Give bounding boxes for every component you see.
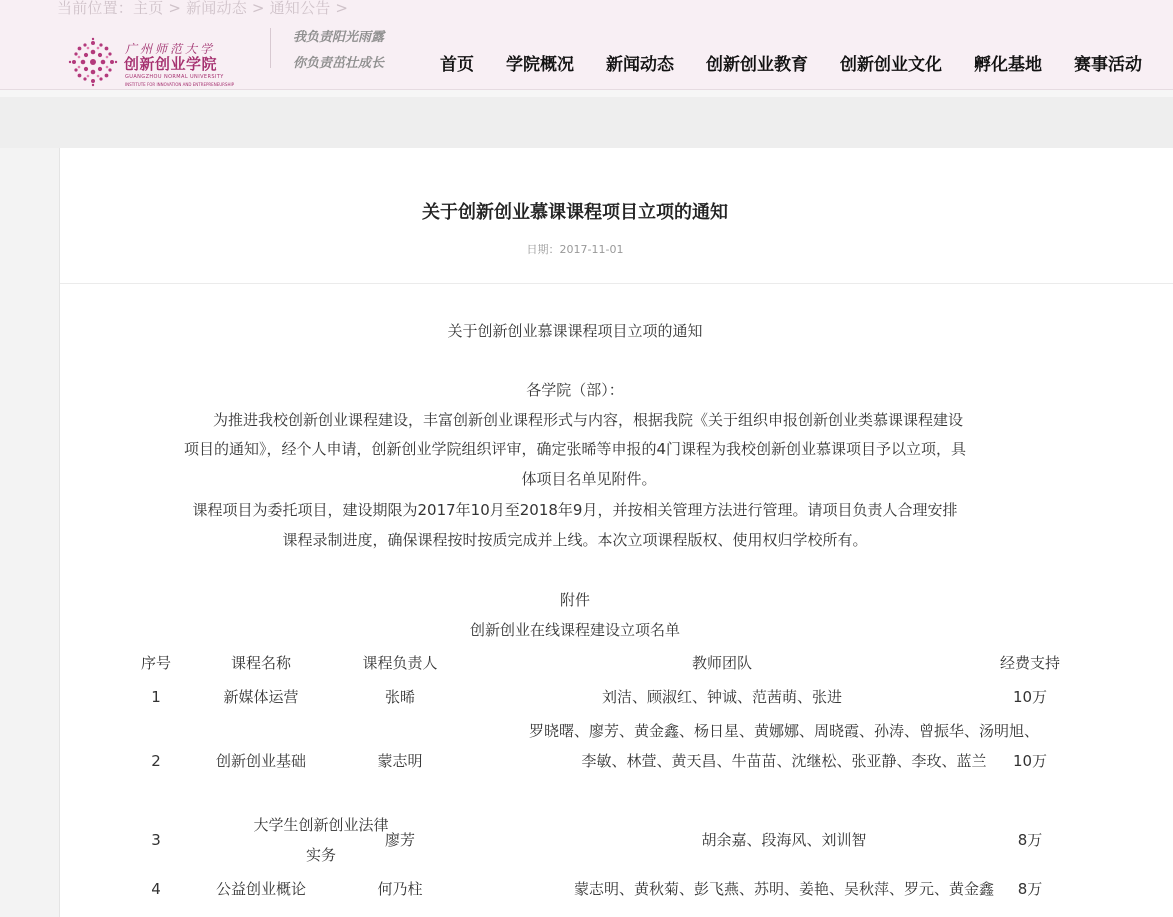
logo-english-name: GUANGZHOU NORMAL UNIVERSITY — [125, 74, 224, 80]
table-cell-team: 刘洁、顾淑红、钟诚、范茜萌、张进 — [601, 688, 842, 706]
nav-item-culture[interactable]: 创新创业文化 — [840, 55, 942, 75]
table-header-team: 教师团队 — [691, 654, 752, 672]
nav-item-competitions[interactable]: 赛事活动 — [1074, 55, 1142, 75]
table-header-fund: 经费支持 — [999, 654, 1060, 672]
body-paragraph-1-line-2: 项目的通知》，经个人申请，创新创业学院组织评审，确定张晞等申报的4门课程为我校创新创业慕课项目予以立项，具 — [183, 440, 967, 458]
table-cell-fund: 8万 — [1017, 831, 1043, 849]
header-shadow — [0, 90, 1173, 97]
table-cell-team: 胡余嘉、段海风、刘训智 — [701, 831, 867, 849]
table-cell-team: 罗晓曙、廖芳、黄金鑫、杨日星、黄娜娜、周晓霞、孙涛、曾振华、汤明旭、李敏、林萱、黄天昌、牛苗苗、沈继松、张亚静、李玫、蓝兰 — [528, 722, 1039, 770]
logo-college-name: 创新创业学院 — [124, 55, 218, 73]
table-cell-fund: 8万 — [1017, 880, 1043, 898]
article-title: 关于创新创业慕课课程项目立项的通知 — [422, 202, 728, 223]
table-cell-lead: 何乃柱 — [377, 880, 423, 898]
site-header — [0, 0, 1173, 90]
table-cell-lead: 蒙志明 — [377, 752, 423, 770]
body-paragraph-1-line-3: 体项目名单见附件。 — [521, 470, 657, 488]
slogan-line-1: 我负责阳光雨露 — [293, 30, 385, 45]
attachment-label: 附件 — [559, 591, 590, 609]
body-paragraph-1-line-1: 为推进我校创新创业课程建设，丰富创新创业课程形式与内容，根据我院《关于组织申报创新创业类慕课课程建设 — [212, 411, 963, 429]
breadcrumb[interactable]: 当前位置：主页 > 新闻动态 > 通知公告 > — [57, 0, 349, 17]
gray-band — [0, 97, 1173, 148]
slogan-line-2: 你负责茁壮成长 — [293, 56, 385, 71]
body-salutation: 各学院（部）： — [526, 381, 624, 399]
table-cell-team: 蒙志明、黄秋菊、彭飞燕、苏明、姜艳、吴秋萍、罗元、黄金鑫 — [573, 880, 994, 898]
table-cell-name: 新媒体运营 — [223, 688, 299, 706]
nav-item-about[interactable]: 学院概况 — [506, 55, 574, 75]
body-heading: 关于创新创业慕课课程项目立项的通知 — [447, 322, 703, 340]
table-header-name: 课程名称 — [230, 654, 291, 672]
table-cell-no: 2 — [151, 752, 161, 770]
attachment-title: 创新创业在线课程建设立项名单 — [469, 621, 680, 639]
table-cell-lead: 张晞 — [384, 688, 415, 706]
table-cell-lead: 廖芳 — [384, 831, 415, 849]
nav-item-education[interactable]: 创新创业教育 — [706, 55, 808, 75]
table-cell-no: 4 — [151, 880, 161, 898]
table-cell-no: 3 — [151, 831, 161, 849]
table-cell-fund: 10万 — [1012, 688, 1048, 706]
nav-item-incubator[interactable]: 孵化基地 — [974, 55, 1042, 75]
article-date: 日期：2017-11-01 — [526, 243, 624, 256]
table-cell-no: 1 — [151, 688, 161, 706]
table-cell-name: 大学生创新创业法律实务 — [253, 816, 389, 864]
table-header-lead: 课程负责人 — [362, 654, 438, 672]
body-paragraph-2-line-2: 课程录制进度，确保课程按时按质完成并上线。本次立项课程版权、使用权归学校所有。 — [282, 531, 868, 549]
body-paragraph-2-line-1: 课程项目为委托项目，建设期限为2017年10月至2018年9月，并按相关管理方法进行管理。请项目负责人合理安排 — [192, 501, 958, 519]
logo-english-subtitle: INSTITUTE FOR INNOVATION AND ENTREPRENEURSHIP — [125, 82, 235, 87]
table-cell-name: 创新创业基础 — [215, 752, 306, 770]
table-header-no: 序号 — [140, 654, 171, 672]
main-nav — [0, 50, 1173, 74]
nav-item-news[interactable]: 新闻动态 — [606, 55, 674, 75]
table-cell-fund: 10万 — [1012, 752, 1048, 770]
nav-item-home[interactable]: 首页 — [440, 55, 474, 75]
table-cell-name: 公益创业概论 — [215, 880, 306, 898]
logo-school-name: 广州师范大学 — [125, 42, 216, 56]
title-divider — [60, 283, 1173, 284]
